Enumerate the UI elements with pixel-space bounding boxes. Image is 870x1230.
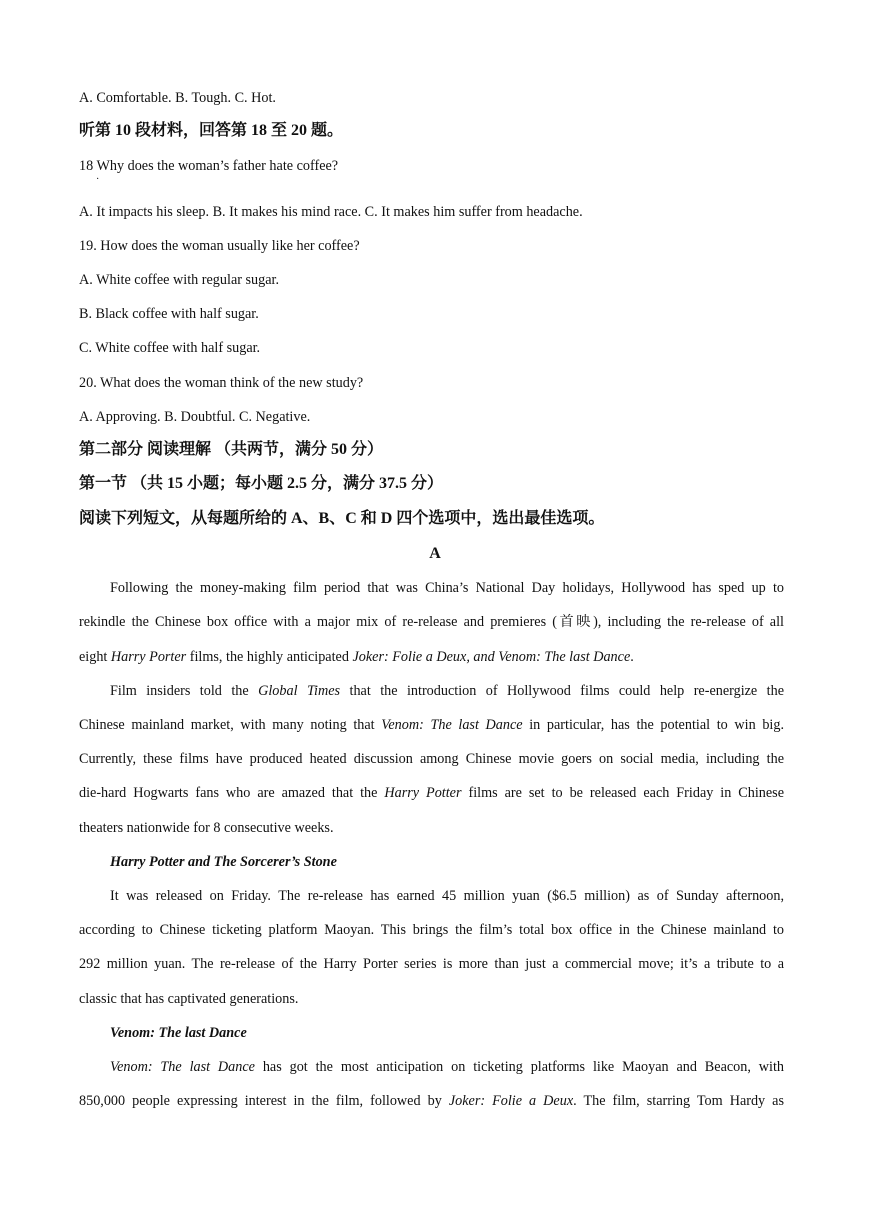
paragraph-2-line-5: theaters nationwide for 8 consecutive weeks. <box>79 820 334 836</box>
text-run: die-hard Hogwarts fans who are amazed that the <box>79 785 385 801</box>
text-run: eight <box>79 649 111 665</box>
paragraph-3-line-4: classic that has captivated generations. <box>79 991 299 1007</box>
question-18-mark: · <box>96 174 100 185</box>
newspaper-title: Global Times <box>258 683 341 699</box>
question-19-option-a: A. White coffee with regular sugar. <box>79 272 280 288</box>
paragraph-3-line-1: It was released on Friday. The re-release has earned 45 million yuan ($6.5 million) as of Sunday afternoon, <box>110 888 784 904</box>
text-run: 850,000 people expressing interest in the film, followed by <box>79 1093 449 1109</box>
text-run: . The film, starring Tom Hardy as <box>573 1093 785 1109</box>
film-title: Joker: Folie a Deux <box>448 1093 574 1109</box>
film-titles: Joker: Folie a Deux, and Venom: The last Dance <box>352 649 631 665</box>
film-title: Venom: The last Dance <box>110 1059 255 1075</box>
part-two-heading: 第二部分 阅读理解 （共两节，满分 50 分） <box>79 441 384 458</box>
reading-instruction: 阅读下列短文，从每题所给的 A、B、C 和 D 四个选项中，选出最佳选项。 <box>79 510 605 527</box>
text-run: in particular, has the potential to win big. <box>522 717 785 733</box>
subheading-harry-potter: Harry Potter and The Sorcerer’s Stone <box>110 854 337 870</box>
text-run: Film insiders told the <box>110 683 259 699</box>
paragraph-4-line-2 <box>79 1091 784 1111</box>
question-19: 19. How does the woman usually like her coffee? <box>79 238 360 254</box>
text-run: that the introduction of Hollywood films could help re-energize the <box>340 683 784 699</box>
section-one-heading: 第一节 （共 15 小题；每小题 2.5 分，满分 37.5 分） <box>79 475 444 492</box>
question-20: 20. What does the woman think of the new study? <box>79 375 364 391</box>
paragraph-2-line-1 <box>110 681 784 701</box>
text-run: films are set to be released each Friday in Chinese <box>461 785 784 801</box>
text-run: films, the highly anticipated <box>186 649 353 665</box>
text-run: Chinese mainland market, with many noting that <box>79 717 382 733</box>
listening-instruction: 听第 10 段材料，回答第 18 至 20 题。 <box>79 122 344 139</box>
text-run: . <box>630 649 634 665</box>
paragraph-4-line-1 <box>110 1057 784 1077</box>
paragraph-1-line-1: Following the money-making film period that was China’s National Day holidays, Hollywood has sped up to <box>110 580 784 596</box>
paragraph-1-line-3 <box>79 647 784 667</box>
paragraph-2-line-2 <box>79 715 784 735</box>
paragraph-2-line-4 <box>79 783 784 803</box>
subheading-venom: Venom: The last Dance <box>110 1025 247 1041</box>
paragraph-1-line-2: rekindle the Chinese box office with a major mix of re-release and premieres (首映), including the re-release of all <box>79 614 784 630</box>
paragraph-3-line-2: according to Chinese ticketing platform Maoyan. This brings the film’s total box office in the Chinese mainland to <box>79 922 784 938</box>
film-title: Harry Potter <box>384 785 462 801</box>
question-18-options: A. It impacts his sleep. B. It makes his mind race. C. It makes him suffer from headache. <box>79 204 583 220</box>
question-20-options: A. Approving. B. Doubtful. C. Negative. <box>79 409 311 425</box>
text-run: has got the most anticipation on ticketing platforms like Maoyan and Beacon, with <box>254 1059 784 1075</box>
passage-letter: A <box>429 545 441 562</box>
question-18: 18 Why does the woman’s father hate coffee? <box>79 158 339 174</box>
q17-options: A. Comfortable. B. Tough. C. Hot. <box>79 90 276 106</box>
question-19-option-c: C. White coffee with half sugar. <box>79 340 261 356</box>
question-19-option-b: B. Black coffee with half sugar. <box>79 306 259 322</box>
film-title: Venom: The last Dance <box>381 717 523 733</box>
film-title: Harry Porter <box>110 649 187 665</box>
paragraph-3-line-3: 292 million yuan. The re-release of the Harry Porter series is more than just a commercial move; it’s a tribute to a <box>79 956 784 972</box>
paragraph-2-line-3: Currently, these films have produced heated discussion among Chinese movie goers on social media, including the <box>79 751 784 767</box>
